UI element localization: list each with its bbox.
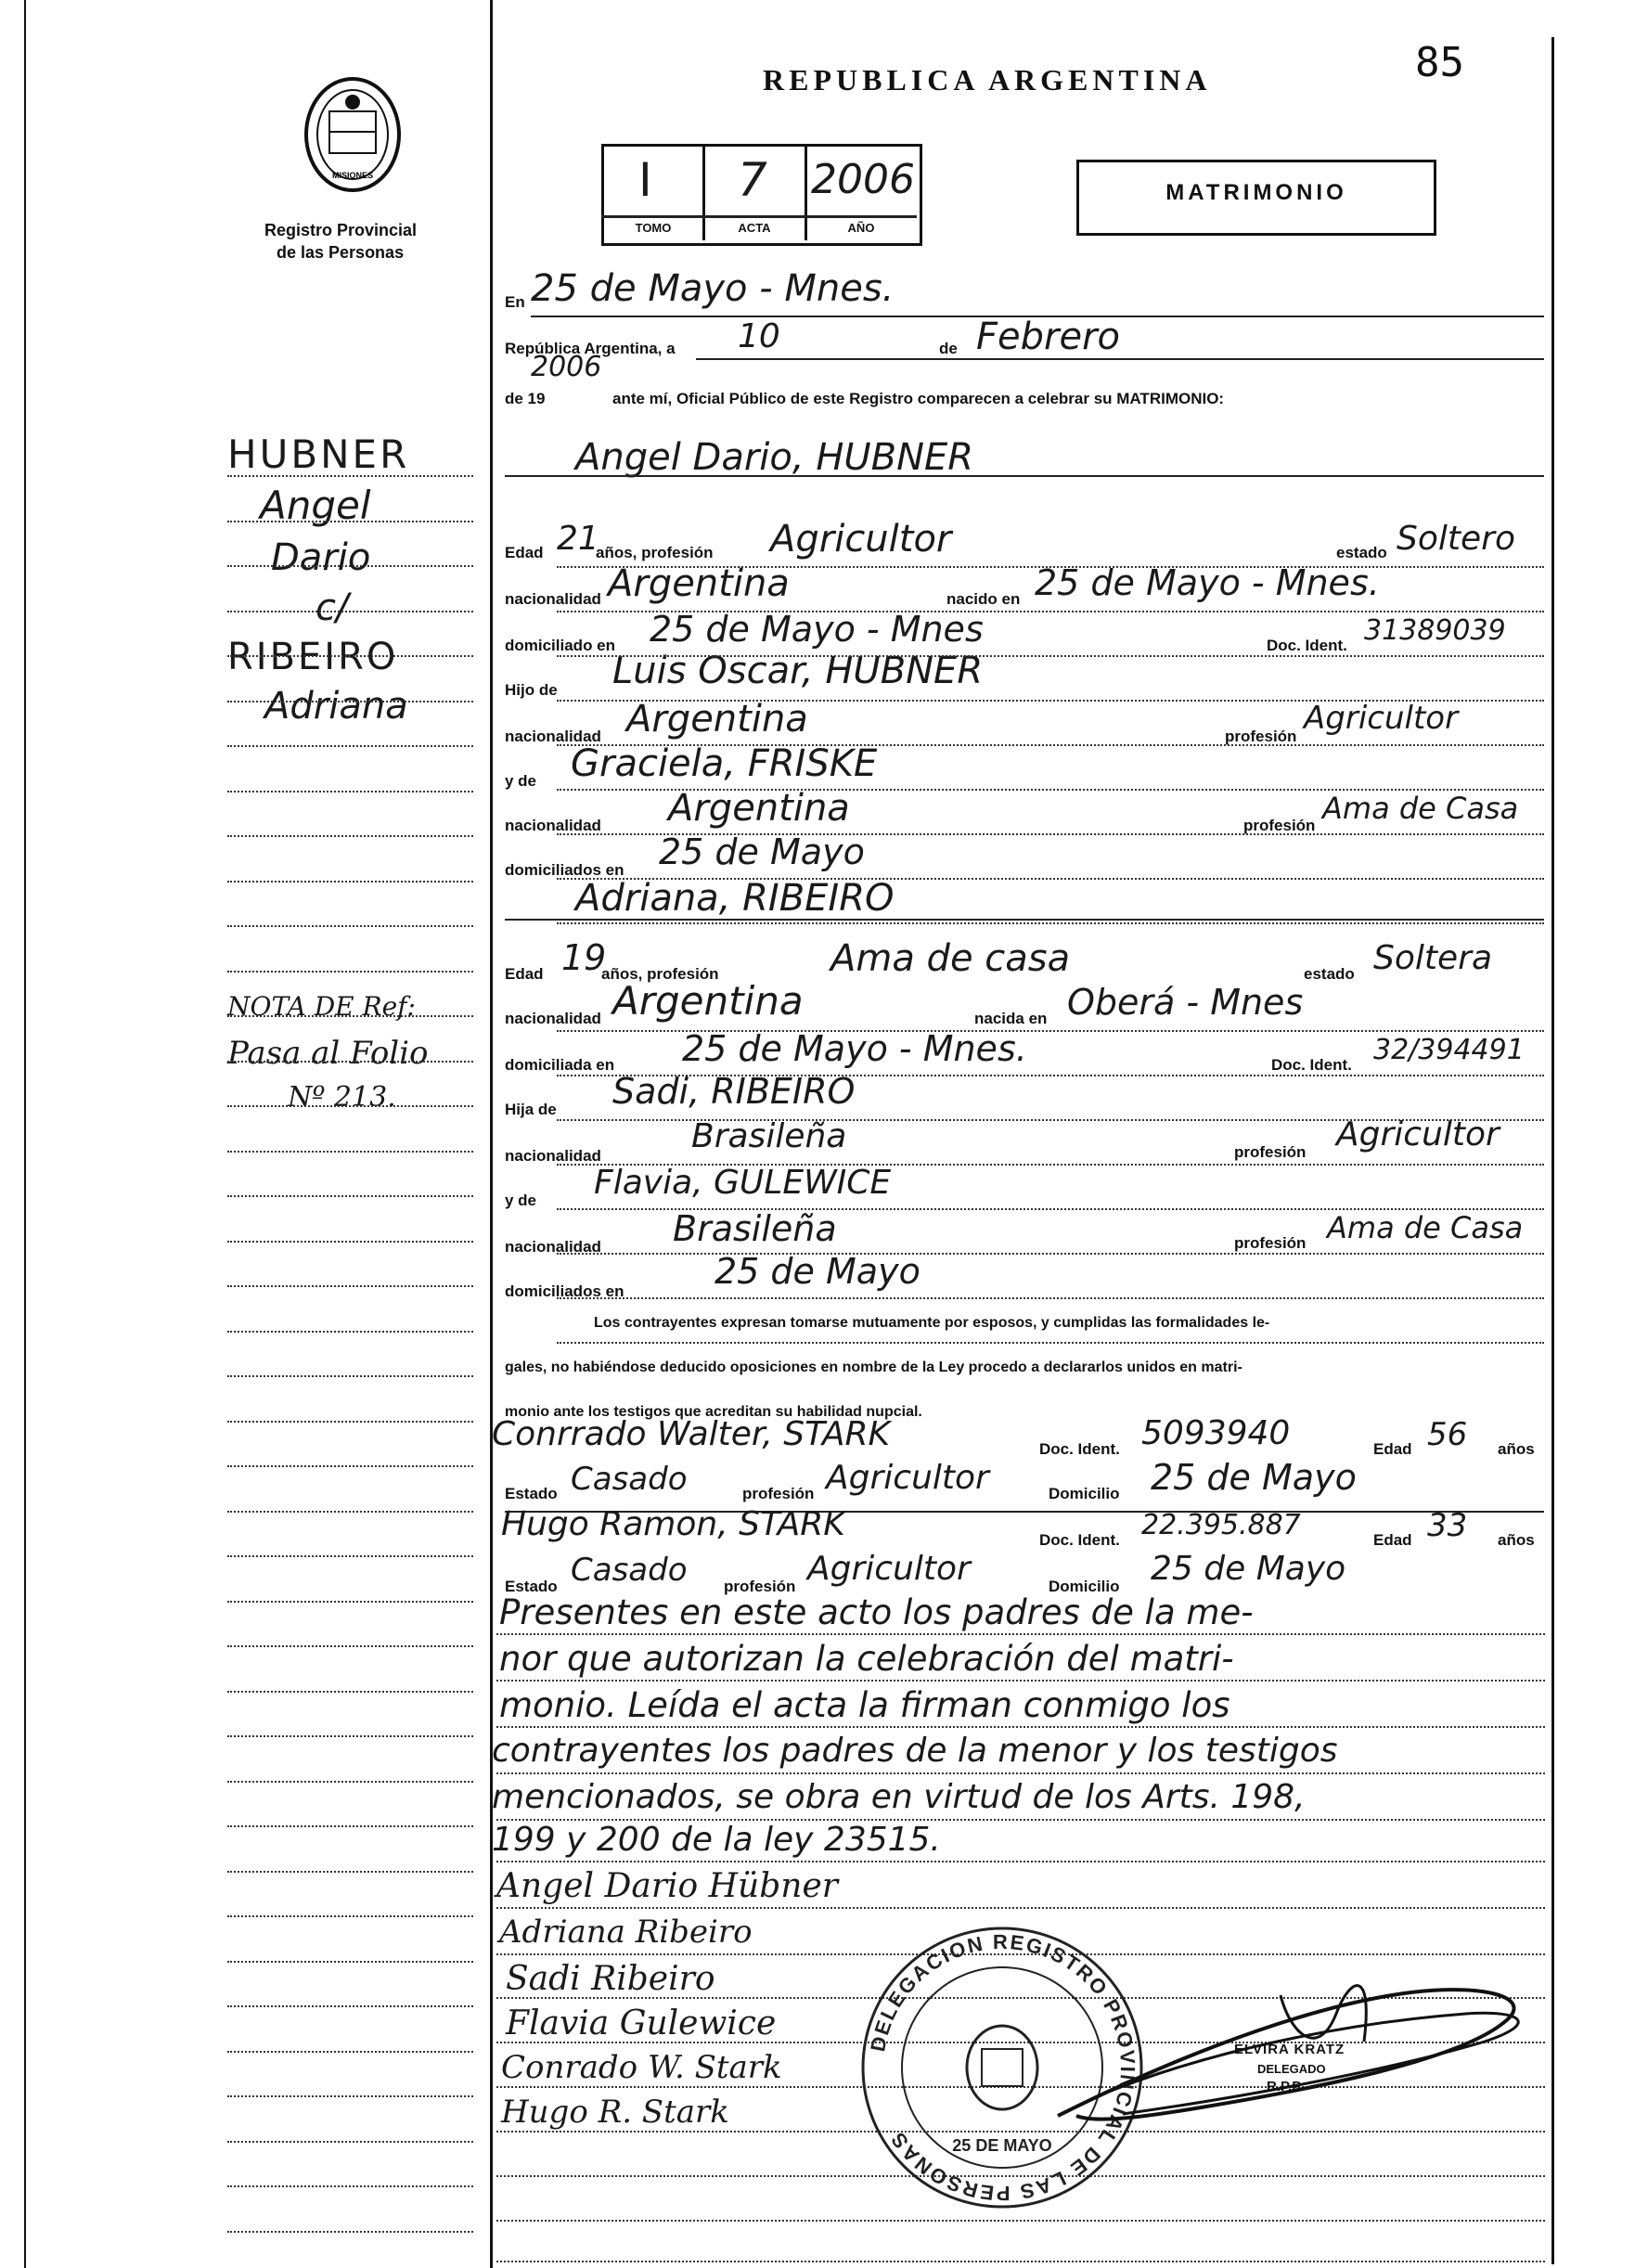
margin-rule-line (227, 1825, 473, 1827)
margin-rule-line (227, 791, 473, 793)
month: Febrero (976, 316, 1120, 358)
margin-rule-line (227, 925, 473, 927)
bride-nacida-label: nacida en (974, 1010, 1048, 1027)
margin-name: HUBNER (227, 432, 410, 477)
margin-name: Dario (271, 536, 371, 579)
bride-doc-label: Doc. Ident. (1271, 1056, 1352, 1074)
bride-mother-nac-label: nacionalidad (505, 1238, 601, 1256)
groom-doc-label: Doc. Ident. (1267, 637, 1347, 654)
bride-father-nac-label: nacionalidad (505, 1147, 601, 1165)
witness1-age: 56 (1427, 1416, 1468, 1453)
bride-nationality: Argentina (612, 978, 804, 1024)
groom-doc: 31389039 (1364, 614, 1506, 647)
witness2-anos-label: años (1498, 1531, 1535, 1549)
bride-status: Soltera (1373, 939, 1493, 977)
note-line: 199 y 200 de la ley 23515. (492, 1821, 941, 1859)
bride-father: Sadi, RIBEIRO (612, 1071, 856, 1112)
margin-rule-line (227, 1781, 473, 1783)
declaration-line3: monio ante los testigos que acreditan su habilidad nupcial. (505, 1404, 922, 1420)
bride-yde-label: y de (505, 1192, 537, 1209)
field-rule-line (557, 878, 1544, 880)
witness2-prof-label: profesión (724, 1578, 796, 1595)
body-rule-line (496, 1819, 1545, 1821)
groom-address: 25 de Mayo - Mnes (650, 609, 984, 650)
margin-rule-line (227, 2095, 473, 2097)
body-rule-line (496, 1861, 1545, 1862)
witness1-doc: 5093940 (1141, 1414, 1291, 1452)
day: 10 (738, 317, 780, 355)
margin-rule-line (227, 1105, 473, 1107)
ano-label: AÑO (847, 221, 875, 235)
witness1-profession: Agricultor (826, 1459, 989, 1497)
signature: Hugo R. Stark (501, 2094, 729, 2131)
body-rule-line (496, 1772, 1545, 1774)
groom-estado-label: estado (1336, 544, 1387, 561)
bride-father-nationality: Brasileña (691, 1117, 847, 1155)
witness2-name: Hugo Ramon, STARK (501, 1505, 845, 1543)
bride-mother-profession: Ama de Casa (1327, 1210, 1524, 1245)
margin-rule-line (227, 971, 473, 973)
note-line: nor que autorizan la celebración del matri- (499, 1639, 1234, 1679)
margin-rule-line (227, 1331, 473, 1333)
field-rule-line (557, 1164, 1544, 1166)
margin-rule-line (227, 1601, 473, 1603)
witness1-prof-label: profesión (742, 1485, 815, 1502)
seal-text: MISIONES (331, 171, 374, 180)
witness1-address: 25 de Mayo (1151, 1457, 1357, 1498)
bride-edad-label: Edad (505, 965, 544, 983)
margin-rule-line (227, 1511, 473, 1513)
margin-rule-line (227, 565, 473, 567)
margin-rule-line (227, 1151, 473, 1153)
stamp-ring-text: DELEGACION REGISTRO PROVINCIAL DE LAS PERSONAS (866, 1929, 1140, 2206)
left-page-strip (0, 0, 28, 2268)
margin-name: RIBEIRO (227, 636, 399, 678)
margin-rule-line (227, 1015, 473, 1017)
official-name: ELVIRA KRATZ (1234, 2042, 1345, 2057)
signature: Adriana Ribeiro (499, 1914, 753, 1951)
provincial-seal (302, 74, 404, 195)
groom-mother-nac-label: nacionalidad (505, 817, 601, 834)
groom-nationality: Argentina (608, 562, 790, 605)
note-line: Presentes en este acto los padres de la me- (499, 1592, 1254, 1632)
margin-note-3: Nº 213. (288, 1081, 396, 1114)
margin-rule-line (227, 2231, 473, 2233)
witness2-doc-label: Doc. Ident. (1039, 1531, 1120, 1549)
groom-hijo-label: Hijo de (505, 681, 558, 699)
groom-yde-label: y de (505, 772, 537, 790)
official-office: R.P.P. (1267, 2079, 1304, 2094)
witness1-anos-label: años (1498, 1440, 1535, 1458)
body-rule-line (496, 2220, 1545, 2222)
groom-father-nac-label: nacionalidad (505, 728, 601, 745)
witness2-domicilio-label: Domicilio (1049, 1578, 1120, 1595)
margin-rule-line (227, 1735, 473, 1737)
body-rule-line (496, 2261, 1545, 2262)
witness2-address: 25 de Mayo (1151, 1550, 1346, 1588)
witness1-name: Conrrado Walter, STARK (492, 1415, 891, 1453)
groom-father-nationality: Argentina (626, 698, 808, 741)
bride-mother-nationality: Brasileña (673, 1208, 837, 1249)
groom-dom-label: domiciliado en (505, 637, 616, 654)
en-label: En (505, 293, 525, 311)
witness1-domicilio-label: Domicilio (1049, 1485, 1120, 1502)
republica-label: República Argentina, a (505, 340, 676, 357)
official-title: DELEGADO (1257, 2062, 1326, 2076)
margin-rule-line (227, 475, 473, 477)
margin-rule-line (227, 1195, 473, 1197)
margin-rule-line (227, 881, 473, 883)
bride-parents-dom-label: domiciliados en (505, 1282, 624, 1300)
margin-rule-line (227, 1061, 473, 1063)
witness1-status: Casado (571, 1461, 688, 1498)
bride-estado-label: estado (1304, 965, 1355, 983)
field-rule-line (557, 1253, 1544, 1255)
groom-nac-label: nacionalidad (505, 590, 601, 608)
field-rule-line (557, 700, 1544, 702)
groom-father-profession: Agricultor (1304, 700, 1459, 737)
groom-father-prof-label: profesión (1225, 728, 1297, 745)
margin-rule-line (227, 521, 473, 522)
margin-rule-line (227, 1871, 473, 1873)
margin-rule-line (227, 611, 473, 612)
groom-profession: Agricultor (770, 518, 952, 561)
groom-mother-profession: Ama de Casa (1322, 791, 1519, 826)
margin-rule-line (227, 1961, 473, 1963)
margin-name: Angel (260, 483, 371, 528)
registry-line2: de las Personas (277, 243, 405, 262)
body-rule-line (496, 1633, 1545, 1635)
tomo-value: I (638, 153, 652, 207)
margin-note-2: Pasa al Folio (227, 1035, 429, 1072)
margin-name: Adriana (264, 685, 408, 728)
signature: Conrado W. Stark (501, 2049, 782, 2086)
note-line: monio. Leída el acta la firman conmigo los (499, 1685, 1230, 1725)
margin-rule-line (227, 1555, 473, 1557)
field-rule-line (557, 1208, 1544, 1210)
tomo-label: TOMO (635, 221, 672, 235)
note-line: mencionados, se obra en virtud de los Arts. 198, (492, 1778, 1306, 1816)
groom-age: 21 (557, 520, 599, 558)
acta-label: ACTA (738, 221, 771, 235)
bride-hija-label: Hija de (505, 1101, 557, 1118)
bride-doc: 32/394491 (1373, 1034, 1525, 1066)
margin-note-1: NOTA DE Ref: (227, 991, 416, 1022)
margin-rule-line (227, 701, 473, 702)
declaration-line1: Los contrayentes expresan tomarse mutuamente por esposos, y cumplidas las formalidades le- (594, 1315, 1270, 1331)
margin-rule-line (227, 2051, 473, 2053)
field-rule-line (557, 833, 1544, 835)
field-rule-line (557, 1119, 1544, 1121)
witness2-profession: Agricultor (807, 1550, 971, 1588)
intro-text: ante mí, Oficial Público de este Registro comparecen a celebrar su MATRIMONIO: (612, 390, 1225, 407)
bride-father-prof-label: profesión (1234, 1143, 1307, 1161)
groom-name: Angel Dario, HUBNER (575, 436, 974, 479)
field-rule-line (557, 1075, 1544, 1076)
witness1-estado-label: Estado (505, 1485, 558, 1502)
margin-rule (490, 0, 493, 2268)
witness2-doc: 22.395.887 (1141, 1509, 1301, 1541)
margin-rule-line (227, 1645, 473, 1647)
registry-line1: Registro Provincial (264, 221, 418, 239)
body-rule-line (496, 1680, 1545, 1682)
body-rule-line (496, 1726, 1545, 1728)
acta-value: 7 (738, 153, 767, 207)
groom-birthplace: 25 de Mayo - Mnes. (1035, 562, 1380, 603)
witness2-age: 33 (1427, 1507, 1468, 1544)
witness2-estado-label: Estado (505, 1578, 558, 1595)
groom-prof-label: años, profesión (596, 544, 714, 561)
right-rule (1551, 37, 1554, 2264)
bride-age: 19 (561, 937, 607, 978)
witness1-edad-label: Edad (1373, 1440, 1412, 1458)
witness2-status: Casado (571, 1552, 688, 1589)
place: 25 de Mayo - Mnes. (531, 267, 895, 310)
margin-rule-line (227, 745, 473, 747)
groom-parents-dom-label: domiciliados en (505, 861, 624, 879)
stamp-bottom-text: 25 DE MAYO (952, 2136, 1052, 2155)
bride-nac-label: nacionalidad (505, 1010, 601, 1027)
margin-rule-line (227, 835, 473, 837)
margin-rule-line (227, 1241, 473, 1243)
margin-rule-line (227, 1465, 473, 1467)
groom-mother-prof-label: profesión (1243, 817, 1316, 834)
act-type: MATRIMONIO (1165, 180, 1347, 205)
bride-birthplace: Oberá - Mnes (1067, 982, 1304, 1023)
groom-father: Luis Oscar, HUBNER (612, 650, 984, 692)
margin-rule-line (227, 1915, 473, 1917)
signature: Flavia Gulewice (506, 2004, 777, 2042)
margin-rule-line (227, 1421, 473, 1423)
signature: Angel Dario Hübner (496, 1867, 838, 1905)
margin-name: c/ (315, 586, 349, 629)
field-rule-line (557, 611, 1544, 612)
bride-name: Adriana, RIBEIRO (575, 877, 895, 920)
page-number: 85 (1415, 39, 1464, 86)
bride-profession: Ama de casa (830, 937, 1071, 980)
signature: Sadi Ribeiro (506, 1960, 715, 1998)
margin-rule-line (227, 2185, 473, 2187)
field-rule-line (557, 655, 1544, 657)
de-label: de (939, 340, 958, 357)
bride-prof-label: años, profesión (601, 965, 719, 983)
bride-mother: Flavia, GULEWICE (594, 1164, 892, 1202)
bride-parents-address: 25 de Mayo (715, 1251, 920, 1292)
field-rule-line (557, 1030, 1544, 1032)
groom-parents-address: 25 de Mayo (659, 831, 865, 872)
groom-mother-nationality: Argentina (668, 787, 850, 830)
groom-status: Soltero (1397, 520, 1515, 558)
field-rule-line (557, 566, 1544, 568)
groom-nacido-label: nacido en (946, 590, 1021, 608)
field-rule-line (557, 1342, 1544, 1344)
groom-edad-label: Edad (505, 544, 544, 561)
field-rule-line (557, 1297, 1544, 1299)
year: 2006 (531, 351, 602, 383)
body-rule-line (496, 1907, 1545, 1909)
bride-address: 25 de Mayo - Mnes. (682, 1028, 1027, 1069)
ano-value: 2006 (811, 156, 915, 203)
field-rule-line (557, 922, 1544, 924)
margin-rule-line (227, 1375, 473, 1377)
margin-rule-line (227, 1691, 473, 1693)
margin-rule-line (227, 655, 473, 657)
note-line: contrayentes los padres de la menor y los testigos (492, 1732, 1338, 1770)
bride-father-profession: Agricultor (1336, 1115, 1500, 1153)
margin-rule-line (227, 2005, 473, 2007)
bride-mother-prof-label: profesión (1234, 1234, 1307, 1252)
bride-dom-label: domiciliada en (505, 1056, 615, 1074)
field-rule-line (557, 789, 1544, 791)
document-title: REPUBLICA ARGENTINA (763, 63, 1212, 97)
de19-label: de 19 (505, 390, 546, 407)
margin-rule-line (227, 1285, 473, 1287)
groom-mother: Graciela, FRISKE (571, 742, 878, 785)
field-rule-line (557, 744, 1544, 746)
witness1-doc-label: Doc. Ident. (1039, 1440, 1120, 1458)
declaration-line2: gales, no habiéndose deducido oposiciones en nombre de la Ley procedo a declararlos unidos en matri- (505, 1360, 1242, 1375)
witness2-edad-label: Edad (1373, 1531, 1412, 1549)
margin-rule-line (227, 2141, 473, 2143)
